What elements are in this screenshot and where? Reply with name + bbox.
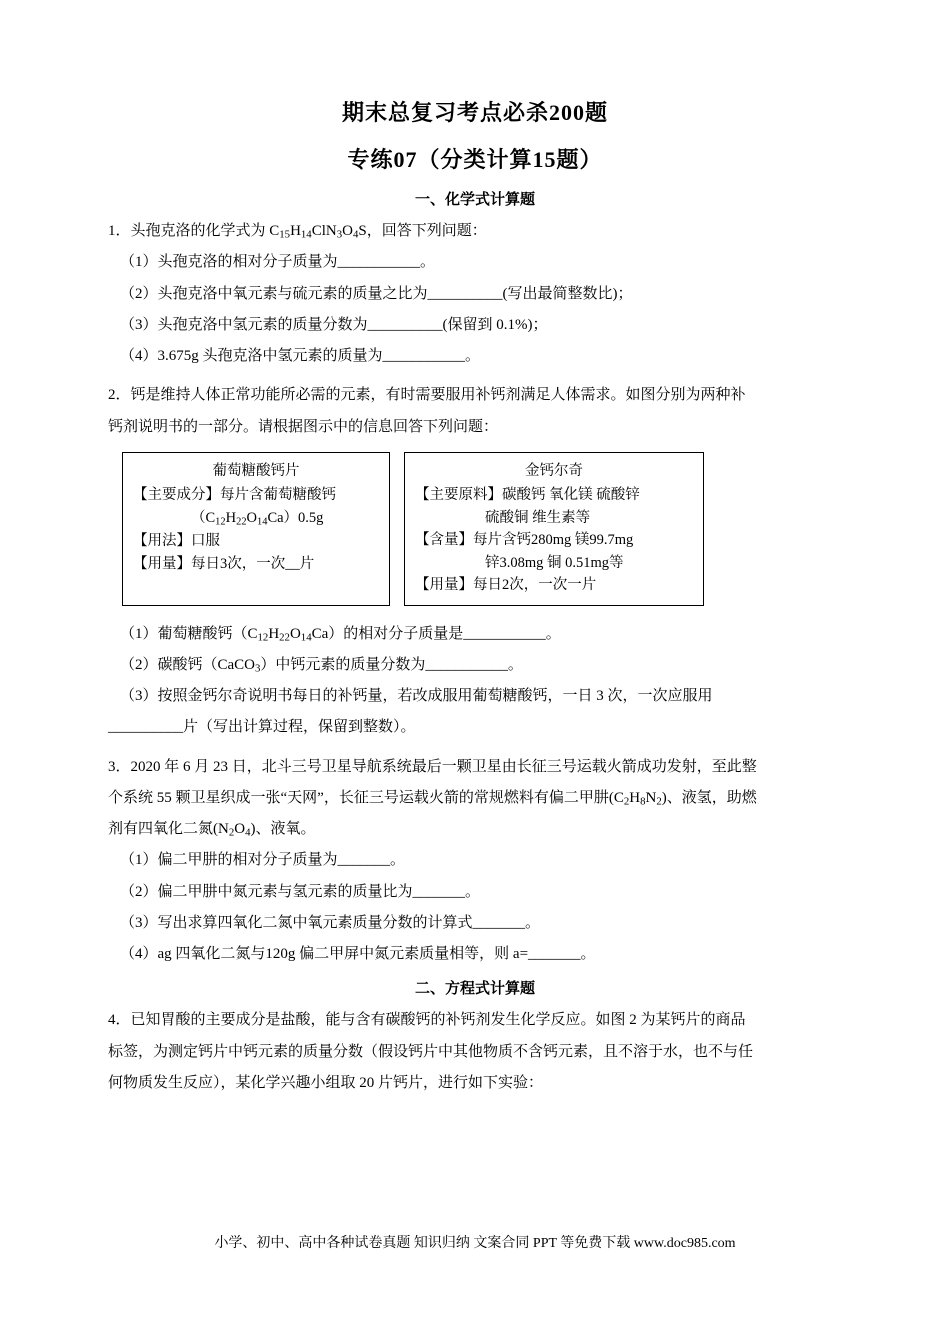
q3l2-c: 2 [656,795,662,808]
question-3-item-4: （4）ag 四氧化二氮与120g 偏二甲屏中氮元素质量相等，则 a=_______。 [120,946,596,963]
q3l2-a: 2 [623,795,630,808]
label-calcium-gluconate [122,452,390,606]
label-left-usage: 【用法】口服 [133,533,220,550]
q2i1-pre: （1）葡萄糖酸钙（C [120,625,258,642]
page-subtitle: 专练07（分类计算15题） [347,147,603,172]
q2i2-post: ）中钙元素的质量分数为___________。 [260,656,523,673]
lf-a: 12 [215,516,226,528]
label-left-ingredient: 【主要成分】每片含葡萄糖酸钙 [133,487,336,504]
lf-m2: O [246,509,258,526]
q3l2-post: )、液氢，助燃 [661,789,757,806]
label-left-dose: 【用量】每日3次，一次__片 [133,555,315,572]
question-2-stem-line-2: 钙剂说明书的一部分。请根据图示中的信息回答下列问题： [108,418,499,435]
q1-sub-14: 14 [300,228,312,241]
question-4-line-2: 标签，为测定钙片中钙元素的质量分数（假设钙片中其他物质不含钙元素，且不溶于水，也不与任 [108,1043,754,1060]
q2i2-a: 3 [255,662,261,675]
lf-b: 22 [236,516,247,528]
q2i1-m1: H [268,625,280,642]
section-heading-1: 一、化学式计算题 [414,192,535,208]
q3l2-m2: N [645,789,657,806]
label-right-content: 【含量】每片含钙280mg 镁99.7mg [415,532,634,549]
question-1-item-3: （3）头孢克洛中氢元素的质量分数为__________(保留到 0.1%)； [120,316,548,333]
page-title: 期末总复习考点必杀200题 [341,100,608,125]
label-right-title: 金钙尔奇 [525,462,583,479]
question-1-stem [108,217,842,246]
section-heading-2: 二、方程式计算题 [414,981,535,998]
q3l3-pre: 剂有四氧化二氮(N [108,821,229,838]
lf-pre: （C [191,509,216,526]
question-4-line-1: 4．已知胃酸的主要成分是盐酸，能与含有碳酸钙的补钙剂发生化学反应。如图 2 为某钙片的商品 [108,1012,746,1029]
question-4-line-3: 何物质发生反应），某化学兴趣小组取 20 片钙片，进行如下实验： [108,1074,544,1091]
label-right-content-2: 锌3.08mg 铜 0.51mg等 [485,554,624,571]
question-1-item-1: （1）头孢克洛的相对分子质量为___________。 [120,254,436,271]
q2i1-c: 14 [300,631,312,644]
question-2-item-1 [108,620,842,649]
lf-m3: Ca）0.5g [267,509,324,526]
lf-m1: H [225,509,237,526]
q1-m2: ClN [311,223,337,239]
q2i2-pre: （2）碳酸钙（CaCO [120,656,256,673]
q2i1-a: 12 [257,631,269,644]
q3l3-b: 4 [245,826,251,839]
q1-m3: O [342,223,353,239]
q1-m1: H [290,223,301,239]
page-footer: 小学、初中、高中各种试卷真题 知识归纳 文案合同 PPT 等免费下载 www.doc985.com [214,1236,736,1251]
label-right-materials-2: 硫酸铜 维生素等 [485,509,591,526]
q3l3-a: 2 [228,826,235,839]
question-2-stem-line-1: 2．钙是维持人体正常功能所必需的元素，有时需要服用补钙剂满足人体需求。如图分别为两种补 [108,387,746,404]
lf-c: 14 [257,516,268,528]
q3l3-post: )、液氧。 [250,821,316,838]
question-3-item-3: （3）写出求算四氧化二氮中氧元素质量分数的计算式_______。 [120,914,541,931]
q1-sub-4: 4 [352,228,359,241]
question-1-item-2: （2）头孢克洛中氧元素与硫元素的质量之比为__________(写出最简整数比)； [120,285,633,302]
label-left-formula [133,507,379,531]
q1-sub-15: 15 [279,228,291,241]
medicine-labels-figure [122,452,842,606]
label-left-title: 葡萄糖酸钙片 [212,462,300,479]
label-caltrate [404,452,704,606]
q3l2-pre: 个系统 55 颗卫星织成一张“天网”，长征三号运载火箭的常规燃料有偏二甲肼(C [108,789,624,806]
q3l2-b: 8 [640,795,646,808]
question-3-line-2 [108,784,842,813]
question-2-item-3: （3）按照金钙尔奇说明书每日的补钙量，若改成服用葡萄糖酸钙，一日 3 次，一次应服用 [120,688,713,705]
q1-m4: S，回答下列问题： [358,223,487,239]
q2i1-m3: Ca）的相对分子质量是___________。 [311,625,561,642]
question-1-item-4: （4）3.675g 头孢克洛中氢元素的质量为___________。 [120,348,481,364]
question-3-item-2: （2）偏二甲肼中氮元素与氢元素的质量比为_______。 [120,883,481,900]
question-2-item-3-cont: __________片（写出计算过程，保留到整数）。 [108,719,416,736]
label-right-dose: 【用量】每日2次，一次一片 [415,577,597,594]
question-2-item-2 [108,651,842,680]
q3l3-m: O [234,821,246,838]
label-right-materials: 【主要原料】碳酸钙 氧化镁 硫酸锌 [415,487,640,504]
q1-stem-prefix: 1．头孢克洛的化学式为 C [108,223,280,239]
question-3-line-1: 3．2020 年 6 月 23 日，北斗三号卫星导航系统最后一颗卫星由长征三号运载火箭成功发射，至此整 [108,758,757,775]
question-3-line-3 [108,815,842,844]
q2i1-b: 22 [279,631,290,644]
q1-sub-3: 3 [336,228,343,241]
question-3-item-1: （1）偏二甲肼的相对分子质量为_______。 [120,852,406,869]
q3l2-m1: H [629,789,641,806]
q2i1-m2: O [289,625,301,642]
